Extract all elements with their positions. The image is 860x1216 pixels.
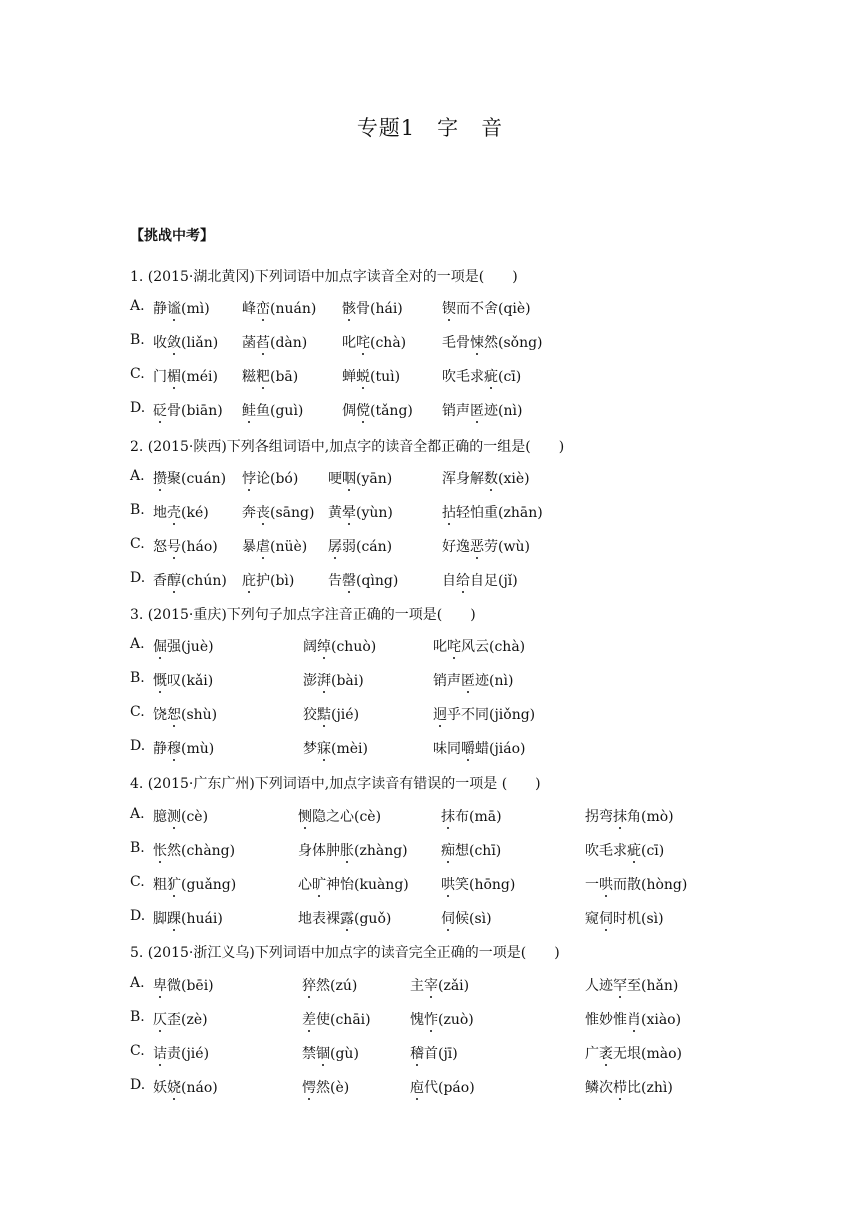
word-entry: 澎湃(bài) <box>303 670 364 690</box>
word-entry: 仄歪(zè) <box>153 1009 208 1029</box>
word-entry: 倜傥(tǎng) <box>342 400 413 420</box>
word-entry: 锲而不舍(qiè) <box>442 298 531 318</box>
word-entry: 静穆(mù) <box>153 738 214 758</box>
word-entry: 广袤无垠(mào) <box>585 1043 682 1063</box>
word-entry: 门楣(méi) <box>153 366 218 386</box>
word-entry: 倔强(juè) <box>153 636 214 656</box>
dotted-character: 鲑 <box>242 400 256 420</box>
question-stem: 4. (2015·广东广州)下列词语中,加点字读音有错误的一项是 ( ) <box>130 776 541 792</box>
word-entry: 恻隐之心(cè) <box>298 806 381 826</box>
dotted-character: 宰 <box>424 975 438 995</box>
option-row <box>0 874 860 898</box>
dotted-character: 伺 <box>441 908 455 928</box>
dotted-character: 恕 <box>167 704 181 724</box>
option-row <box>0 570 860 594</box>
word-entry: 告罄(qìng) <box>328 570 398 590</box>
word-entry: 禁锢(gù) <box>302 1043 359 1063</box>
dotted-character: 猝 <box>302 975 316 995</box>
dotted-character: 醇 <box>167 570 181 590</box>
dotted-character: 伺 <box>599 908 613 928</box>
dotted-character: 咤 <box>356 332 370 352</box>
word-entry: 狡黠(jié) <box>303 704 359 724</box>
dotted-character: 虐 <box>256 536 270 556</box>
dotted-character: 谧 <box>167 298 181 318</box>
dotted-character: 给 <box>456 570 470 590</box>
option-row <box>0 468 860 492</box>
dotted-character: 丧 <box>256 502 270 522</box>
word-entry: 鲑鱼(guì) <box>242 400 303 420</box>
word-entry: 骸骨(hái) <box>342 298 403 318</box>
dotted-character: 攒 <box>153 468 167 488</box>
option-row <box>0 502 860 526</box>
option-row <box>0 636 860 660</box>
option-letter: A. <box>130 298 145 314</box>
dotted-character: 哄 <box>441 874 455 894</box>
option-letter: B. <box>130 1009 145 1025</box>
dotted-character: 旷 <box>312 874 326 894</box>
word-entry: 怒号(háo) <box>153 536 218 556</box>
word-entry: 地表裸露(guǒ) <box>298 908 391 928</box>
option-letter: D. <box>130 400 146 416</box>
word-entry: 臆测(cè) <box>153 806 208 826</box>
word-entry: 浑身解数(xiè) <box>442 468 530 488</box>
word-entry: 拐弯抹角(mò) <box>585 806 674 826</box>
word-entry: 心旷神怡(kuàng) <box>298 874 409 894</box>
option-letter: B. <box>130 670 145 686</box>
option-letter: A. <box>130 975 145 991</box>
word-entry: 销声匿迹(nì) <box>433 670 513 690</box>
option-row <box>0 840 860 864</box>
option-row <box>0 536 860 560</box>
option-letter: D. <box>130 570 146 586</box>
word-entry: 猝然(zú) <box>302 975 357 995</box>
dotted-character: 露 <box>340 908 354 928</box>
dotted-character: 疵 <box>627 840 641 860</box>
dotted-character: 号 <box>167 536 181 556</box>
dotted-character: 粑 <box>256 366 270 386</box>
option-row <box>0 400 860 424</box>
dotted-character: 痴 <box>441 840 455 860</box>
word-entry: 痴想(chī) <box>441 840 501 860</box>
word-entry: 慨叹(kǎi) <box>153 670 213 690</box>
option-row <box>0 975 860 999</box>
word-entry: 菡萏(dàn) <box>242 332 307 352</box>
word-entry: 吹毛求疵(cī) <box>442 366 521 386</box>
dotted-character: 蜕 <box>356 366 370 386</box>
dotted-character: 匿 <box>461 670 475 690</box>
word-entry: 哄笑(hōng) <box>441 874 515 894</box>
dotted-character: 怅 <box>153 840 167 860</box>
dotted-character: 愕 <box>302 1077 316 1097</box>
question-stem: 5. (2015·浙江义乌)下列词语中加点字的读音完全正确的一项是( ) <box>130 945 560 961</box>
word-entry: 糍粑(bā) <box>242 366 298 386</box>
dotted-character: 孱 <box>328 536 342 556</box>
dotted-character: 悚 <box>470 332 484 352</box>
word-entry: 窥伺时机(sì) <box>585 908 664 928</box>
word-entry: 地壳(ké) <box>153 502 209 522</box>
dotted-character: 肖 <box>627 1009 641 1029</box>
word-entry: 暴虐(nüè) <box>242 536 307 556</box>
option-letter: D. <box>130 908 146 924</box>
word-entry: 静谧(mì) <box>153 298 210 318</box>
dotted-character: 砭 <box>153 400 167 420</box>
word-entry: 愧怍(zuò) <box>410 1009 474 1029</box>
word-entry: 叱咤(chà) <box>342 332 406 352</box>
option-letter: C. <box>130 366 145 382</box>
question-stem: 3. (2015·重庆)下列句子加点字注音正确的一项是( ) <box>130 607 476 623</box>
word-entry: 差使(chāi) <box>302 1009 371 1029</box>
dotted-character: 罕 <box>613 975 627 995</box>
word-entry: 蝉蜕(tuì) <box>342 366 400 386</box>
option-letter: B. <box>130 840 145 856</box>
word-entry: 抹布(mā) <box>441 806 502 826</box>
word-entry: 惟妙惟肖(xiào) <box>585 1009 681 1029</box>
dotted-character: 匿 <box>470 400 484 420</box>
dotted-character: 卑 <box>153 975 167 995</box>
option-row <box>0 670 860 694</box>
word-entry: 庇护(bì) <box>242 570 294 590</box>
section-heading: 【挑战中考】 <box>130 228 214 244</box>
word-entry: 孱弱(cán) <box>328 536 392 556</box>
dotted-character: 嚼 <box>461 738 475 758</box>
option-row <box>0 806 860 830</box>
dotted-character: 拈 <box>442 502 456 522</box>
dotted-character: 庇 <box>242 570 256 590</box>
option-row <box>0 298 860 322</box>
dotted-character: 仄 <box>153 1009 167 1029</box>
word-entry: 人迹罕至(hǎn) <box>585 975 678 995</box>
word-entry: 奔丧(sāng) <box>242 502 314 522</box>
dotted-character: 寐 <box>317 738 331 758</box>
word-entry: 叱咤风云(chà) <box>433 636 525 656</box>
option-row <box>0 738 860 762</box>
option-letter: C. <box>130 874 145 890</box>
dotted-character: 测 <box>167 806 181 826</box>
dotted-character: 咽 <box>342 468 356 488</box>
word-entry: 哽咽(yān) <box>328 468 392 488</box>
dotted-character: 疵 <box>484 366 498 386</box>
dotted-character: 数 <box>484 468 498 488</box>
dotted-character: 萏 <box>256 332 270 352</box>
option-letter: C. <box>130 704 145 720</box>
word-entry: 砭骨(biān) <box>153 400 223 420</box>
dotted-character: 迥 <box>433 704 447 724</box>
option-letter: A. <box>130 636 145 652</box>
word-entry: 诘责(jié) <box>153 1043 209 1063</box>
page-title: 专题1 字 音 <box>356 116 504 140</box>
dotted-character: 恻 <box>298 806 312 826</box>
word-entry: 黄晕(yùn) <box>328 502 393 522</box>
word-entry: 吹毛求疵(cī) <box>585 840 664 860</box>
word-entry: 迥乎不同(jiǒng) <box>433 704 535 724</box>
dotted-character: 傥 <box>356 400 370 420</box>
word-entry: 愕然(è) <box>302 1077 349 1097</box>
option-letter: C. <box>130 536 145 552</box>
option-row <box>0 366 860 390</box>
option-row <box>0 908 860 932</box>
dotted-character: 犷 <box>167 874 181 894</box>
dotted-character: 踝 <box>167 908 181 928</box>
dotted-character: 骸 <box>342 298 356 318</box>
dotted-character: 罄 <box>342 570 356 590</box>
word-entry: 毛骨悚然(sǒng) <box>442 332 543 352</box>
word-entry: 脚踝(huái) <box>153 908 223 928</box>
word-entry: 好逸恶劳(wù) <box>442 536 530 556</box>
word-entry: 攒聚(cuán) <box>153 468 226 488</box>
dotted-character: 庖 <box>410 1077 424 1097</box>
word-entry: 一哄而散(hòng) <box>585 874 687 894</box>
dotted-character: 胀 <box>340 840 354 860</box>
option-letter: C. <box>130 1043 145 1059</box>
word-entry: 伺候(sì) <box>441 908 492 928</box>
option-row <box>0 332 860 356</box>
dotted-character: 差 <box>302 1009 316 1029</box>
dotted-character: 壳 <box>167 502 181 522</box>
option-row <box>0 1009 860 1033</box>
word-entry: 怅然(chàng) <box>153 840 235 860</box>
word-entry: 收敛(liǎn) <box>153 332 218 352</box>
word-entry: 悖论(bó) <box>242 468 298 488</box>
word-entry: 自给自足(jǐ) <box>442 570 518 590</box>
dotted-character: 锲 <box>442 298 456 318</box>
question-stem: 2. (2015·陕西)下列各组词语中,加点字的读音全都正确的一组是( ) <box>130 439 565 455</box>
dotted-character: 峦 <box>256 298 270 318</box>
word-entry: 饶恕(shù) <box>153 704 217 724</box>
dotted-character: 抹 <box>613 806 627 826</box>
dotted-character: 晕 <box>342 502 356 522</box>
word-entry: 味同嚼蜡(jiáo) <box>433 738 526 758</box>
word-entry: 鳞次栉比(zhì) <box>585 1077 673 1097</box>
word-entry: 妖娆(náo) <box>153 1077 218 1097</box>
dotted-character: 怍 <box>424 1009 438 1029</box>
dotted-character: 咤 <box>447 636 461 656</box>
option-letter: A. <box>130 806 145 822</box>
dotted-character: 娆 <box>167 1077 181 1097</box>
dotted-character: 锢 <box>316 1043 330 1063</box>
word-entry: 稽首(jī) <box>410 1043 458 1063</box>
option-letter: A. <box>130 468 145 484</box>
dotted-character: 稽 <box>410 1043 424 1063</box>
dotted-character: 诘 <box>153 1043 167 1063</box>
option-row <box>0 1077 860 1101</box>
dotted-character: 敛 <box>167 332 181 352</box>
option-row <box>0 1043 860 1067</box>
dotted-character: 楣 <box>167 366 181 386</box>
word-entry: 香醇(chún) <box>153 570 227 590</box>
dotted-character: 袤 <box>599 1043 613 1063</box>
question-stem: 1. (2015·湖北黄冈)下列词语中加点字读音全对的一项是( ) <box>130 269 518 285</box>
word-entry: 主宰(zǎi) <box>410 975 469 995</box>
word-entry: 身体肿胀(zhàng) <box>298 840 408 860</box>
dotted-character: 绰 <box>317 636 331 656</box>
dotted-character: 哄 <box>599 874 613 894</box>
word-entry: 销声匿迹(nì) <box>442 400 522 420</box>
option-letter: D. <box>130 738 146 754</box>
option-letter: B. <box>130 332 145 348</box>
word-entry: 拈轻怕重(zhān) <box>442 502 543 522</box>
option-row <box>0 704 860 728</box>
word-entry: 峰峦(nuán) <box>242 298 316 318</box>
option-letter: D. <box>130 1077 146 1093</box>
dotted-character: 倔 <box>153 636 167 656</box>
word-entry: 粗犷(guǎng) <box>153 874 236 894</box>
word-entry: 庖代(páo) <box>410 1077 475 1097</box>
option-letter: B. <box>130 502 145 518</box>
dotted-character: 湃 <box>317 670 331 690</box>
word-entry: 阔绰(chuò) <box>303 636 376 656</box>
word-entry: 卑微(bēi) <box>153 975 214 995</box>
dotted-character: 恶 <box>470 536 484 556</box>
dotted-character: 抹 <box>441 806 455 826</box>
dotted-character: 栉 <box>613 1077 627 1097</box>
word-entry: 梦寐(mèi) <box>303 738 368 758</box>
dotted-character: 穆 <box>167 738 181 758</box>
dotted-character: 黠 <box>317 704 331 724</box>
dotted-character: 悖 <box>242 468 256 488</box>
dotted-character: 慨 <box>153 670 167 690</box>
